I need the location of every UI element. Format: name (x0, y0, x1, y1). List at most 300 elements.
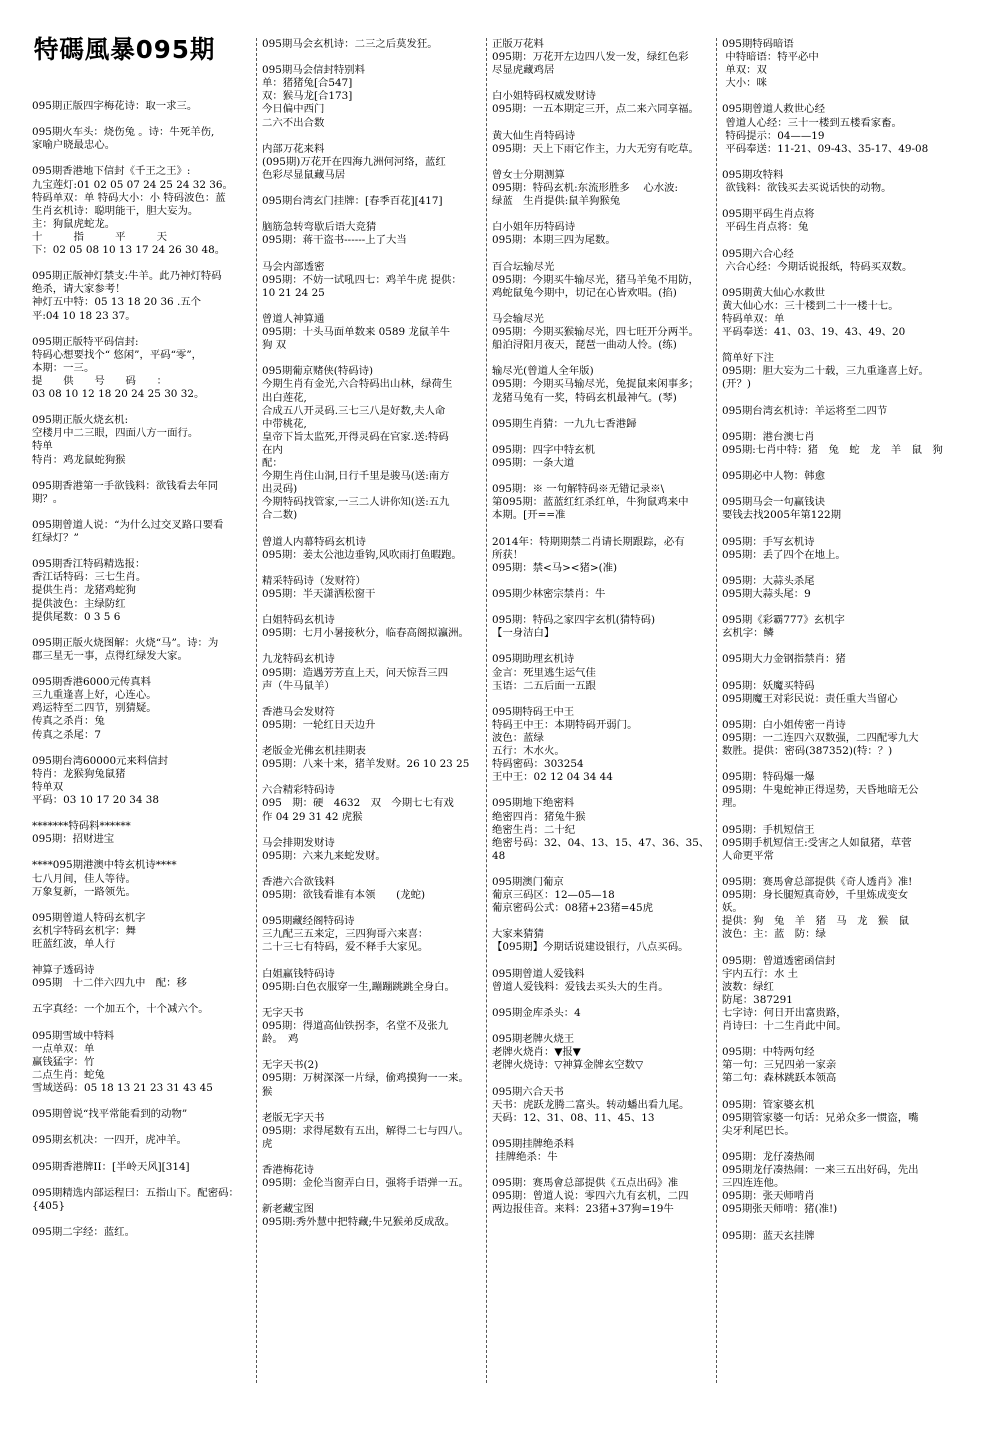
text-block (722, 824, 948, 863)
text-line: 10 21 24 25 (262, 286, 325, 299)
text-line: 095期助理玄机诗 (492, 653, 575, 666)
text-block (32, 1134, 250, 1147)
text-line: 合成五八开灵码.三七三八是好数,夫人命 (262, 404, 446, 417)
text-line: 095期：今期买猴输尽光，四七旺开分两半。 (492, 326, 699, 339)
text-line: 095期魔王对彩民说：责任重大当留心 (722, 692, 898, 705)
text-line: 绿蓝 生肖提供:鼠羊狗猴兔 (492, 195, 621, 208)
text-line: 特肖：鸡龙鼠蛇狗猴 (32, 453, 126, 466)
text-line: 绝杀，请大家参考！ (32, 283, 126, 296)
text-line: 095期马会一句赢钱诀 (722, 496, 825, 509)
text-line: 095期：龙仔凑热闹 (722, 1150, 815, 1163)
text-line: 095期必中人物：韩愈 (722, 470, 825, 483)
text-block (722, 1151, 948, 1216)
text-line: 095期：四字中特玄机 (492, 443, 595, 456)
text-block (722, 955, 948, 1034)
text-line: 095期：曾道人说：零四六九有玄机，二四 (492, 1190, 689, 1203)
text-block (492, 588, 714, 601)
text-line: 095期:七肖中特：猪 兔 蛇 龙 羊 鼠 狗 (722, 443, 943, 456)
text-line: 095期香港6000元传真料 (32, 676, 152, 689)
text-line: 家喻户晓最忠心。 (32, 139, 116, 152)
text-block (32, 1108, 250, 1121)
text-line: 48 (492, 849, 506, 862)
text-line: 095期：天上下雨它作主，力大无穷有吃草。 (492, 142, 699, 155)
text-line: 老牌火烧肖：▼报▼ (492, 1046, 581, 1059)
text-block (262, 261, 482, 300)
text-line: 095期：特码之家四字玄机(猜特码) (492, 614, 656, 627)
text-line: 095期：招财进宝 (32, 833, 115, 846)
text-line: 金言：死里逃生运气佳 (492, 666, 596, 679)
text-block (492, 444, 714, 470)
text-line: 【095期】今期话说建设银行，八点买码。 (492, 941, 689, 954)
text-block (722, 496, 948, 522)
text-block (722, 248, 948, 274)
text-block (32, 964, 250, 990)
text-line: 095期曾道人特码玄机字 (32, 911, 146, 924)
text-line: 095期香江特码精选报： (32, 558, 146, 571)
text-line: 生肖玄机诗：聪明能干，胆大妄为。 (32, 204, 199, 217)
text-line: 095期：张天师啃肖 (722, 1190, 815, 1203)
text-line: 095 期：硬 4632 双 今期七七有戏 (262, 797, 454, 810)
text-line: 要钱去找2005年第122期 (722, 509, 842, 522)
text-line: 095期管家婆一句话：兄弟众多一惯盗，嘴 (722, 1111, 919, 1124)
text-block (722, 169, 948, 195)
text-line: 空楼月中二三眼，四面八方一面行。 (32, 427, 199, 440)
text-line: 095期香港牌II：[半岭天风][314] (32, 1160, 190, 1173)
text-line: 特码提示：04——19 (722, 129, 825, 142)
text-line: 095期：特码玄机:东流形胜多 心水波: (492, 182, 678, 195)
text-line: 095期玄机决：一四开，虎冲羊。 (32, 1134, 187, 1147)
text-line: 天书：虎跃龙腾二富头。转动蟠出看九尾。 (492, 1098, 690, 1111)
text-line: 095期:白色衣服穿一生,蹦蹦跳跳全身白。 (262, 980, 455, 993)
text-line: 葡京密码公式：08猪+23猪=45虎 (492, 902, 653, 915)
text-line: 095期：一二连四六双数强，二四配零九大 (722, 731, 919, 744)
text-block (722, 352, 948, 391)
text-line: 提供尾数：0 3 5 6 (32, 610, 121, 623)
text-line: 玄机字：鳞 (722, 627, 774, 640)
text-line: 龄。 鸡 (262, 1033, 299, 1046)
text-line: 挂牌绝杀：牛 (492, 1150, 558, 1163)
text-line: 曾道人爱钱料：爱钱去买头大的生肖。 (492, 980, 669, 993)
text-line: 三四连连他。 (722, 1177, 785, 1190)
text-line: 095期精选内部运程曰：五指山下。配密码： (32, 1186, 239, 1199)
text-block (32, 912, 250, 951)
text-block (492, 418, 714, 431)
text-block (32, 336, 250, 401)
text-line: 船泊浔阳月夜天，琵琶一曲动人怜。(练) (492, 339, 677, 352)
text-line: 特码王中王：本期特码开弱门。 (492, 718, 638, 731)
text-line: 平:04 10 18 23 37。 (32, 309, 136, 322)
text-line: 大家来猜猜 (492, 928, 544, 941)
text-line: 095期正版神灯禁支:牛羊。此乃神灯特码 (32, 270, 222, 283)
text-line: 作 04 29 31 42 虎猴 (262, 810, 363, 823)
text-line: 095期：万树深深一片绿，偷鸡摸狗一一来。 (262, 1072, 469, 1085)
text-line: 095期：禁<马><猪>(准) (492, 561, 618, 574)
text-line: (开？) (722, 378, 751, 391)
text-line: 皇帝下旨太监死,开得灵码在官家.送:特码 (262, 430, 449, 443)
text-line: 七八月间，佳人等待。 (32, 872, 136, 885)
text-line: 095期：半天潇洒松窗干 (262, 587, 376, 600)
text-block (492, 1177, 714, 1216)
text-block (262, 1059, 482, 1098)
text-line: 095期葡京赌侠(特码诗) (262, 365, 374, 378)
text-line: 人命更平常 (722, 849, 774, 862)
text-line: 出白莲花, (262, 391, 307, 404)
text-block (32, 126, 250, 152)
column-divider (256, 38, 257, 1383)
text-block (262, 614, 482, 640)
text-line: 简单好下注 (722, 352, 774, 365)
text-line: 新老藏宝图 (262, 1203, 314, 1216)
text-line: 妖。 (722, 902, 743, 915)
text-block (492, 614, 714, 640)
text-block (722, 38, 948, 90)
text-block (262, 365, 482, 522)
text-block (722, 614, 948, 640)
text-block (32, 820, 250, 846)
text-block (722, 653, 948, 666)
text-line: 095期正版火烧玄机: (32, 414, 129, 427)
text-block (262, 313, 482, 352)
text-line: 神灯五中特：05 13 18 20 36 .五个 (32, 296, 202, 309)
text-block (492, 169, 714, 208)
text-line: (095期)万花开在四海九洲何河络，蓝红 (262, 155, 446, 168)
text-line: 传真之杀肖：兔 (32, 715, 105, 728)
text-block (722, 876, 948, 941)
column-1 (32, 100, 250, 1440)
text-line: 095期六合心经 (722, 247, 794, 260)
text-line: 六合精彩特码诗 (262, 784, 335, 797)
text-line: 三九配三五来定，三四狗哥六来喜： (262, 928, 429, 941)
text-block (722, 1099, 948, 1138)
text-line: 095期：赛馬會总部提供《五点出码》准 (492, 1177, 679, 1190)
text-block (32, 414, 250, 466)
text-line: 【一身洁白】 (492, 627, 555, 640)
text-line: 095期曾说“找平常能看到的动物” (32, 1108, 188, 1121)
text-line: 期？。 (32, 492, 64, 505)
text-block (262, 968, 482, 994)
text-line: 曾道人心经：三十一楼到五楼看家畜。 (722, 116, 902, 129)
text-line: 提 供 号 码 ： (32, 374, 168, 387)
text-block (722, 287, 948, 339)
text-line: 鸡蛇鼠兔今期中，切记在心皆欢唱。(掐) (492, 286, 677, 299)
text-line: 百合坛输尽光 (492, 260, 555, 273)
text-line: 095期香港地下信封《千王之王》: (32, 165, 191, 178)
text-line: 出灵码) (262, 483, 298, 496)
text-line: 提供波色：主绿防红 (32, 597, 126, 610)
text-block (32, 519, 250, 545)
text-line: 095期：欲钱看谁有本领 (龙蛇) (262, 889, 426, 902)
text-line: 狗 双 (262, 339, 287, 352)
text-line: 095期曾道人救世心经 (722, 103, 825, 116)
text-line: 095期：赛馬會总部提供《奇人透肖》准! (722, 876, 913, 888)
text-line: 葡京三码区：12—05—18 (492, 889, 615, 902)
text-line: 第二句：森林跳跃本领高 (722, 1072, 837, 1085)
text-line: 黄大仙生肖特码诗 (492, 129, 576, 142)
text-line: 095期：求得尾数有五出，解得二七与四八。 (262, 1124, 469, 1137)
text-line: 095期：蒋干盗书------上了大当 (262, 234, 407, 247)
text-line: 095期马会玄机诗：二三之后莫发狂。 (262, 38, 438, 50)
text-line: 合二数) (262, 509, 298, 522)
text-block (722, 719, 948, 758)
text-line: 五行：木水火。 (492, 745, 565, 758)
text-line: 香港六合欲钱料 (262, 876, 335, 888)
text-line: 095期：港台澳七肖 (722, 430, 815, 443)
text-line: 两边报佳音。来料：23猪+37狗=19牛 (492, 1203, 674, 1216)
text-line: 095期台湾玄机诗：羊运将至二四节 (722, 404, 888, 417)
text-line: 095期火车头：烧伤兔 。诗：牛死羊伤, (32, 126, 215, 139)
text-block (262, 1007, 482, 1046)
text-block (32, 1161, 250, 1174)
text-line: 特码心想要找个“ 悠闲”，平码“零”， (32, 348, 203, 361)
text-line: 095期：七月小暑接秋分，临春高阁拟瀛洲。 (262, 627, 469, 640)
text-line: 欲钱料：欲钱买去买说话快的动物。 (722, 182, 892, 195)
text-block (32, 859, 250, 898)
text-line: 郡三星无一事，点得红绿发大家。 (32, 649, 188, 662)
text-line: 虎 (262, 1137, 273, 1150)
text-line: 所获！ (492, 548, 524, 561)
text-line: 095期：手机短信王 (722, 823, 815, 836)
column-divider (486, 38, 487, 1383)
text-line: 在内 (262, 443, 283, 456)
text-line: 波数：绿红 (722, 980, 774, 993)
text-line: 下：02 05 08 10 13 17 24 26 30 48。 (32, 244, 226, 257)
text-line: 第095期：蓝蓝红红杀红单，牛狗鼠鸡来中 (492, 496, 689, 509)
text-block (492, 706, 714, 785)
text-line: 特码单双：单 特码大小：小 特码波色：蓝 (32, 191, 226, 204)
text-block (262, 876, 482, 902)
text-line: 防尾：387291 (722, 993, 793, 1006)
text-line: 配： (262, 457, 283, 469)
text-block (32, 270, 250, 322)
text-line: 旺蓝红波，单人行 (32, 938, 116, 950)
text-block (262, 1203, 482, 1229)
text-block (722, 575, 948, 601)
text-line: 095期：姜太公池边垂钩,风吹雨打鱼暇跑。 (262, 548, 462, 561)
text-line: 095期平码生肖点将 (722, 208, 815, 221)
text-line: 波色：蓝绿 (492, 731, 544, 744)
text-line: 主：狗鼠虎蛇龙。 (32, 217, 116, 230)
text-line: 095期：今期买牛输尽光，猪马羊兔不用防， (492, 273, 699, 286)
text-line: 平码：03 10 17 20 34 38 (32, 793, 160, 806)
text-line: 095期：得道高仙铁拐李，名堂不及张九 (262, 1020, 449, 1033)
text-line: 095期手机短信王:受害之人如鼠猪，草菅 (722, 836, 912, 849)
text-line: 中特暗语：特平必中 (722, 51, 819, 64)
text-line: 鸡运特至二四节，别猜疑。 (32, 702, 157, 715)
text-block (32, 165, 250, 257)
text-block (262, 1164, 482, 1190)
text-block (722, 431, 948, 457)
text-block (262, 915, 482, 954)
text-line: 一点单双：单 (32, 1042, 95, 1055)
text-line: 095期台湾60000元来料信封 (32, 754, 169, 767)
text-line: 马会排期发财诗 (262, 836, 335, 849)
text-line: 095期：手写玄机诗 (722, 535, 815, 548)
text-line: 095期：金伦当窗弄白日，强将手语弹一五。 (262, 1177, 469, 1190)
text-line: 白姐特码玄机诗 (262, 614, 335, 627)
text-block (492, 313, 714, 352)
text-line: 白小姐年历特码诗 (492, 221, 576, 234)
text-line: 二六不出合数 (262, 116, 325, 129)
text-line: 095期大力金钢指禁肖：猪 (722, 653, 846, 666)
text-line: 白姐赢钱特码诗 (262, 967, 335, 980)
text-line: 095期香港第一手欲钱料：欲钱看去年同 (32, 479, 219, 492)
text-block (262, 653, 482, 692)
text-line: 老牌火烧诗：▽神算金牌玄空数▽ (492, 1059, 644, 1072)
text-line: 095期特码王中王 (492, 705, 575, 718)
text-line: 五字真经：一个加五个，十个减六个。 (32, 1003, 209, 1016)
text-line: 095期曾道人说：“为什么过交叉路口要看 (32, 519, 224, 531)
text-line: 龙猪马兔有一奖，特码玄机最神气。(琴) (492, 391, 677, 404)
text-line: 095期藏经阁特码诗 (262, 915, 355, 928)
text-block (492, 38, 714, 77)
text-line: 095期特码暗语 (722, 38, 794, 50)
text-block (492, 1033, 714, 1072)
text-line: 095期二字经：蓝红。 (32, 1226, 135, 1239)
text-line: 香港梅花诗 (262, 1164, 314, 1177)
text-line: 老版无字天书 (262, 1111, 325, 1124)
text-block (262, 536, 482, 562)
text-block (32, 100, 250, 113)
text-line: 095期：白小姐传密一肖诗 (722, 718, 846, 731)
text-block (262, 143, 482, 182)
text-block (492, 797, 714, 862)
text-block (722, 103, 948, 155)
text-line: 今期生肖住山洞,日行千里是骏马(送:南方 (262, 470, 450, 483)
text-line: 单：猪猪兔[合547] (262, 77, 353, 90)
text-line: 曾女士分期测算 (492, 168, 565, 181)
text-line: 095期：一五本期定三开，点二来六同享福。 (492, 103, 699, 116)
text-line: 玉语：二五后面一五跟 (492, 679, 596, 692)
text-line: 095期：万花开左边四八发一发，绿红色彩 (492, 51, 689, 64)
text-block (492, 221, 714, 247)
text-line: 香江话特码：三七生肖。 (32, 571, 147, 584)
text-line: 绝密四肖：猪兔牛猴 (492, 810, 586, 823)
text-block (492, 876, 714, 915)
text-line: 特单双 (32, 780, 64, 793)
text-line: 王中王：02 12 04 34 44 (492, 771, 613, 784)
text-line: 玄机字特码玄机字：舞 (32, 924, 136, 937)
text-line: 095期：十头马面单数来 0589 龙鼠羊牛 (262, 326, 450, 339)
text-block (32, 676, 250, 741)
text-line: ****095期港澳中特玄机诗**** (32, 859, 177, 872)
text-line: 095期:秀外慧中把特藏;牛兄猴弟反成敌。 (262, 1216, 456, 1229)
text-line: 特码密码：303254 (492, 758, 584, 771)
text-line: 095期地下绝密料 (492, 797, 575, 810)
text-line: 九龙特码玄机诗 (262, 653, 335, 666)
text-line: 095期澳门葡京 (492, 876, 564, 888)
text-line: 095期雪域中特料 (32, 1029, 115, 1042)
text-block (492, 928, 714, 954)
text-line: 095期：※ 一句解特码※无错记录※\ (492, 483, 665, 496)
text-line: 本期。[开==准 (492, 509, 566, 522)
text-line: 波色：主：蓝 防：绿 (722, 928, 826, 941)
text-block (262, 745, 482, 771)
text-line: 天码：12、31、08、11、45、13 (492, 1111, 655, 1124)
text-line: 095期：本期三四为尾数。 (492, 234, 616, 247)
text-line: 095期大蒜头尾：9 (722, 587, 811, 600)
text-block (32, 1030, 250, 1095)
text-block (32, 480, 250, 506)
text-line: 095期：大蒜头杀尾 (722, 574, 815, 587)
text-line: 095期：蓝天玄挂牌 (722, 1229, 815, 1242)
text-line: 095期：八来十来，猪羊发财。26 10 23 25 (262, 758, 470, 771)
text-line: 095期：曾道透密函信封 (722, 954, 836, 967)
text-line: 九宝莲灯:01 02 05 07 24 25 24 32 36。 (32, 178, 233, 191)
text-line: 本期：一三。 (32, 361, 95, 374)
text-block (492, 365, 714, 404)
text-block (722, 470, 948, 483)
text-line: 095期：胆大妄为二十载，三九重逢喜上好。 (722, 365, 929, 378)
text-block (262, 221, 482, 247)
text-line: 特肖：龙猴狗兔鼠猪 (32, 767, 126, 780)
column-3 (492, 38, 714, 1378)
text-line: 095期 十二伴六四九中 配：移 (32, 977, 187, 990)
text-line: 095期台湾玄门挂牌：[春季百花][417] (262, 195, 443, 208)
text-line: 绝密号码：32、04、13、15、47、36、35、 (492, 836, 710, 849)
text-line: 提供：狗 兔 羊 猪 马 龙 猴 鼠 (722, 915, 910, 928)
text-line: 肖诗曰：十二生肖此中间。 (722, 1020, 847, 1033)
text-block (32, 755, 250, 807)
text-block (32, 637, 250, 663)
text-line: 数胜。提供：密码(387352)(特：？) (722, 745, 893, 758)
text-line: 特单 (32, 440, 53, 453)
text-line: 白小姐特码权威发财诗 (492, 90, 596, 103)
text-line: 无字天书(2) (262, 1059, 319, 1072)
column-divider (716, 38, 717, 1383)
text-block (32, 1187, 250, 1213)
text-line: 095期：一轮红日天边升 (262, 718, 376, 731)
text-line: 色彩尽显鼠藏马居 (262, 168, 346, 181)
text-line: 今日偏中西门 (262, 103, 325, 116)
text-line: 095期《彩霸777》玄机字 (722, 614, 845, 627)
text-block (262, 64, 482, 129)
text-block (32, 558, 250, 623)
text-line: 095期攻特料 (722, 168, 784, 181)
text-line: 三九重逢喜上好，心连心。 (32, 689, 157, 702)
text-line: {405} (32, 1199, 66, 1212)
text-line: 095期曾道人爱钱料 (492, 967, 585, 980)
text-line: 提供生肖：龙猪鸡蛇狗 (32, 584, 136, 597)
text-line: 香港马会发财符 (262, 705, 335, 718)
text-line: 095期：管家婆玄机 (722, 1098, 815, 1111)
text-block (262, 575, 482, 601)
text-line: 输尽光(曾道人全年版) (492, 365, 594, 378)
text-line: 2014年：特期期禁二肖请长期跟踪，必有 (492, 535, 685, 548)
text-line: 今期特码找管家,一三二人讲你知(送:五九 (262, 496, 450, 509)
text-line: 095期：特码爆一爆 (722, 771, 815, 784)
column-4 (722, 38, 948, 1378)
text-block (262, 38, 482, 51)
text-line: 095期六合天书 (492, 1085, 564, 1098)
text-line: 095期：中特两句经 (722, 1046, 815, 1059)
text-line: 雪域送码：05 18 13 21 23 31 43 45 (32, 1082, 213, 1095)
text-line: 095期：牛鬼蛇神正得逞势，天昏地暗无公 (722, 784, 919, 797)
text-line: 赢钱猛字：竹 (32, 1055, 95, 1068)
text-block (492, 1007, 714, 1020)
text-line: 双：猴马龙[合173] (262, 90, 353, 103)
text-line: 马会输尽光 (492, 312, 544, 325)
text-line: 095期龙仔凑热闹：一来三五出好码，先出 (722, 1164, 919, 1177)
text-line: 特码单双：单 (722, 312, 785, 325)
text-line: 平码奉送：41、03、19、43、49、20 (722, 326, 906, 339)
text-block (262, 195, 482, 208)
text-line: 095期正版四字梅花诗：取一求三。 (32, 100, 198, 112)
text-line: 传真之杀尾：7 (32, 728, 101, 741)
text-line: 七字诗：何日开出富贵路， (722, 1006, 847, 1019)
text-line: 095期正版火烧图解：火烧“马”。诗：为 (32, 636, 219, 649)
text-line: 中带桃花, (262, 417, 307, 430)
text-block (722, 1230, 948, 1243)
